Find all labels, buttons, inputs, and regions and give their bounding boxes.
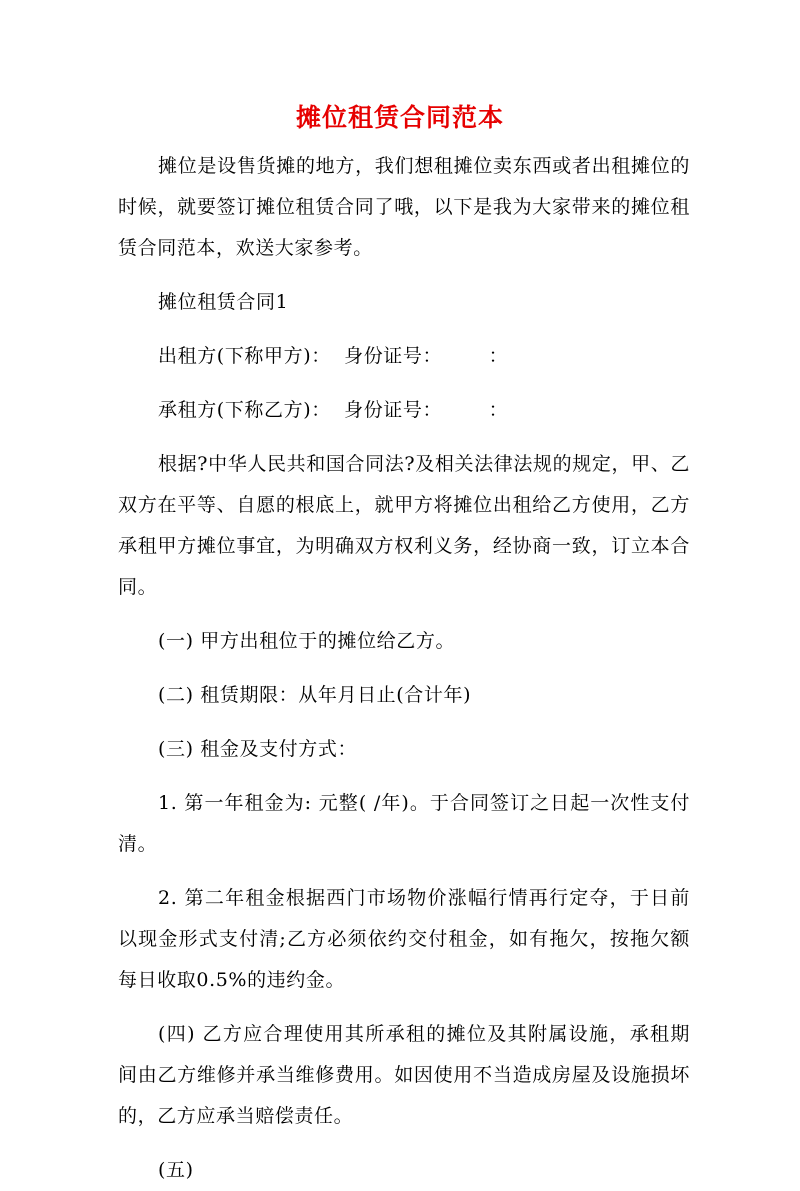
document-title: 摊位租赁合同范本 [295,103,504,132]
lessor-line: 出租方(下称甲方)： 身份证号： ： [158,345,509,367]
payment-item-2: 2. 第二年租金根据西门市场物价涨幅行情再行定夺，于日前以现金形式支付清;乙方必须依约交付租金，如有拖欠，按拖欠额每日收取0.5%的违约金。 [118,887,690,991]
basis-paragraph: 根据?中华人民共和国合同法?及相关法律法规的规定，甲、乙双方在平等、自愿的根底上，就甲方将摊位出租给乙方使用，乙方承租甲方摊位事宜，为明确双方权利义务，经协商一致，订立本合同。 [118,453,690,598]
clause-4: (四) 乙方应合理使用其所承租的摊位及其附属设施，承租期间由乙方维修并承当维修费用。如因使用不当造成房屋及设施损坏的，乙方应承当赔偿责任。 [118,1023,690,1127]
clause-3: (三) 租金及支付方式： [158,738,358,760]
payment-item-1: 1. 第一年租金为: 元整( /年)。于合同签订之日起一次性支付清。 [118,792,690,855]
document-body [118,146,690,1191]
clause-2: (二) 租赁期限：从年月日止(合计年) [158,684,472,706]
clause-1: (一) 甲方出租位于的摊位给乙方。 [158,630,456,652]
contract-heading: 摊位租赁合同1 [158,291,289,313]
lessee-line: 承租方(下称乙方)： 身份证号： ： [158,399,509,421]
clause-5: (五) [158,1159,194,1181]
intro-paragraph: 摊位是设售货摊的地方，我们想租摊位卖东西或者出租摊位的时候，就要签订摊位租赁合同了哦，以下是我为大家带来的摊位租赁合同范本，欢送大家参考。 [118,155,690,259]
